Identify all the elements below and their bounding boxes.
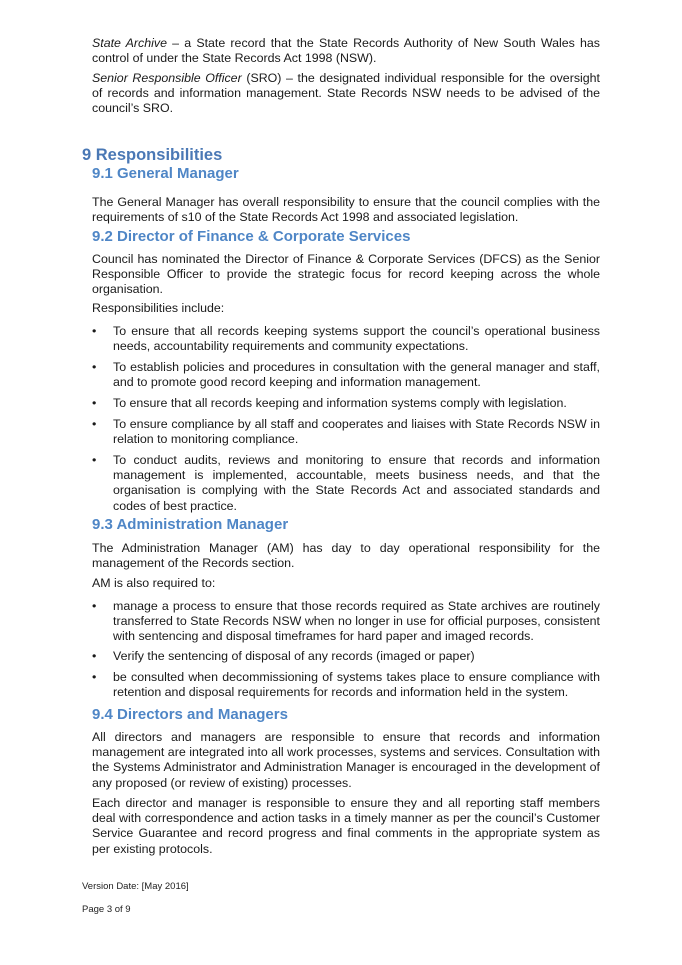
list-item-text: To ensure that all records keeping and information systems comply with legislation. bbox=[113, 396, 567, 410]
list-item-text: be consulted when decommissioning of systems takes place to ensure compliance with retention and disposal requirements for records and information held in the system. bbox=[113, 670, 600, 700]
list-item bbox=[92, 649, 600, 664]
list-item-text: To establish policies and procedures in consultation with the general manager and staff, and to promote good record keeping and information management. bbox=[113, 360, 600, 390]
dfcs-intro: Responsibilities include: bbox=[92, 301, 225, 315]
definition-term: State Archive bbox=[92, 36, 167, 50]
directors-paragraph-2: Each director and manager is responsible to ensure they and all reporting staff members deal with correspondence and action tasks in a timely manner as per the council’s Customer Service Guarantee and record progress and final comments in the appropriate system as per existing protocols. bbox=[92, 796, 600, 856]
am-intro: AM is also required to: bbox=[92, 576, 216, 590]
footer-page-number: Page 3 of 9 bbox=[82, 904, 131, 915]
section-title: 9 Responsibilities bbox=[82, 146, 223, 164]
general-manager-paragraph: The General Manager has overall responsibility to ensure that the council complies with the requirements of s10 of the State Records Act 1998 and associated legislation. bbox=[92, 195, 600, 225]
definition-text: (SRO) – the designated individual responsible for the oversight of records and information management. State Records NSW needs to be advised of the council’s SRO. bbox=[92, 71, 600, 116]
bullet-icon: • bbox=[92, 599, 97, 613]
heading-9-1: 9.1 General Manager bbox=[92, 165, 239, 182]
definition-state-archive bbox=[92, 36, 600, 66]
bullet-icon: • bbox=[92, 649, 97, 663]
heading-9-3: 9.3 Administration Manager bbox=[92, 516, 289, 533]
list-item-text: manage a process to ensure that those records required as State archives are routinely transferred to State Records NSW when no longer in use for official purposes, consistent with sentencing and disposal timeframes for hard paper and imaged records. bbox=[113, 599, 600, 644]
list-item bbox=[92, 453, 600, 514]
bullet-icon: • bbox=[92, 453, 97, 467]
bullet-icon: • bbox=[92, 324, 97, 338]
definition-term: Senior Responsible Officer bbox=[92, 71, 242, 85]
list-item bbox=[92, 396, 600, 411]
list-item bbox=[92, 599, 600, 645]
bullet-icon: • bbox=[92, 360, 97, 374]
am-paragraph: The Administration Manager (AM) has day to day operational responsibility for the management of the Records section. bbox=[92, 541, 600, 571]
directors-paragraph-1: All directors and managers are responsible to ensure that records and information management are integrated into all work processes, systems and services. Consultation with the Systems Administrator and Administration Manager is encouraged in the development of any proposed (or review of existing) processes. bbox=[92, 730, 600, 790]
list-item bbox=[92, 417, 600, 447]
bullet-icon: • bbox=[92, 417, 97, 431]
heading-9-2: 9.2 Director of Finance & Corporate Services bbox=[92, 228, 411, 245]
footer-version: Version Date: [May 2016] bbox=[82, 881, 189, 892]
definition-text: – a State record that the State Records Authority of New South Wales has control of under the State Records Act 1998 (NSW). bbox=[92, 36, 601, 66]
list-item bbox=[92, 670, 600, 700]
bullet-icon: • bbox=[92, 670, 97, 684]
bullet-icon: • bbox=[92, 396, 97, 410]
definition-sro bbox=[92, 71, 600, 117]
list-item-text: Verify the sentencing of disposal of any records (imaged or paper) bbox=[113, 649, 475, 663]
heading-9-4: 9.4 Directors and Managers bbox=[92, 706, 288, 723]
list-item bbox=[92, 324, 600, 354]
dfcs-paragraph: Council has nominated the Director of Finance & Corporate Services (DFCS) as the Senior Responsible Officer to provide the strategic focus for record keeping across the whole organisation. bbox=[92, 252, 600, 297]
list-item-text: To conduct audits, reviews and monitoring to ensure that records and information management is implemented, accountable, meets business needs, and that the organisation is complying with the State Records Act and associated standards and codes of best practice. bbox=[113, 453, 600, 513]
list-item bbox=[92, 360, 600, 390]
list-item-text: To ensure that all records keeping systems support the council’s operational business needs, accountability requirements and community expectations. bbox=[113, 324, 600, 354]
list-item-text: To ensure compliance by all staff and cooperates and liaises with State Records NSW in relation to monitoring compliance. bbox=[113, 417, 600, 447]
